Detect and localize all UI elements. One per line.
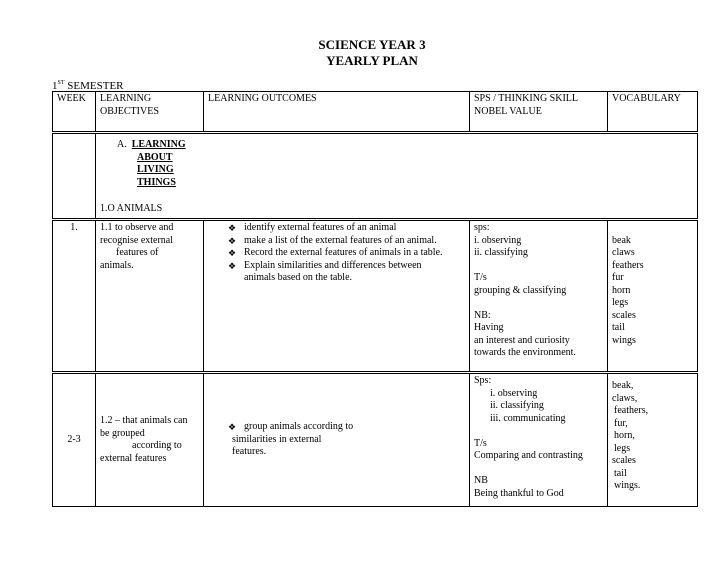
section-row [53,133,698,220]
list-item: ❖ Explain similarities and differences between [228,260,465,273]
outcome-continuation: similarities in external features. [232,433,322,458]
topic-label: 1.O ANIMALS [100,203,163,214]
header-row [53,92,698,133]
document-title: SCIENCE YEAR 3 [318,37,426,52]
list-item: ❖ make a list of the external features of an animal. [228,235,465,248]
week-cell: 1. [53,220,96,373]
list-item: ❖ Record the external features of animals in a table. [228,247,465,260]
semester-label: 1ST SEMESTER [52,80,124,92]
header-week: WEEK [53,92,96,133]
list-item: ❖ group animals according to [228,421,465,434]
yearly-plan-table [52,91,698,507]
sps-cell: Sps: i. observing ii. classifying iii. communicating T/s Comparing and contrasting NB Being thankful to God [470,373,608,507]
outcomes-cell [204,220,470,373]
sps-cell: sps: i. observing ii. classifying T/s grouping & classifying NB: Having an interest and curiosity towards the environment. [470,220,608,373]
vocabulary-cell: beak claws feathers fur horn legs scales tail wings [608,220,698,373]
section-heading: A. LEARNING ABOUT LIVING THINGS [117,139,186,188]
objective-cell: 1.2 – that animals can be grouped according to external features [96,373,204,507]
table-row [53,220,698,373]
table-row [53,373,698,507]
header-objectives: LEARNING OBJECTIVES [96,92,204,133]
header-vocabulary: VOCABULARY [608,92,698,133]
objective-cell: 1.1 to observe and recognise external features of animals. [96,220,204,373]
outcome-continuation: animals based on the table. [244,272,353,283]
vocabulary-cell: beak, claws, feathers, fur, horn, legs scales tail wings. [608,373,698,507]
week-cell: 2-3 [53,373,96,507]
document-subtitle: YEARLY PLAN [326,53,418,68]
header-outcomes: LEARNING OUTCOMES [204,92,470,133]
outcomes-cell [204,373,470,507]
list-item: ❖ identify external features of an animal [228,222,465,235]
section-cell [96,133,698,220]
header-sps: SPS / THINKING SKILL NOBEL VALUE [470,92,608,133]
